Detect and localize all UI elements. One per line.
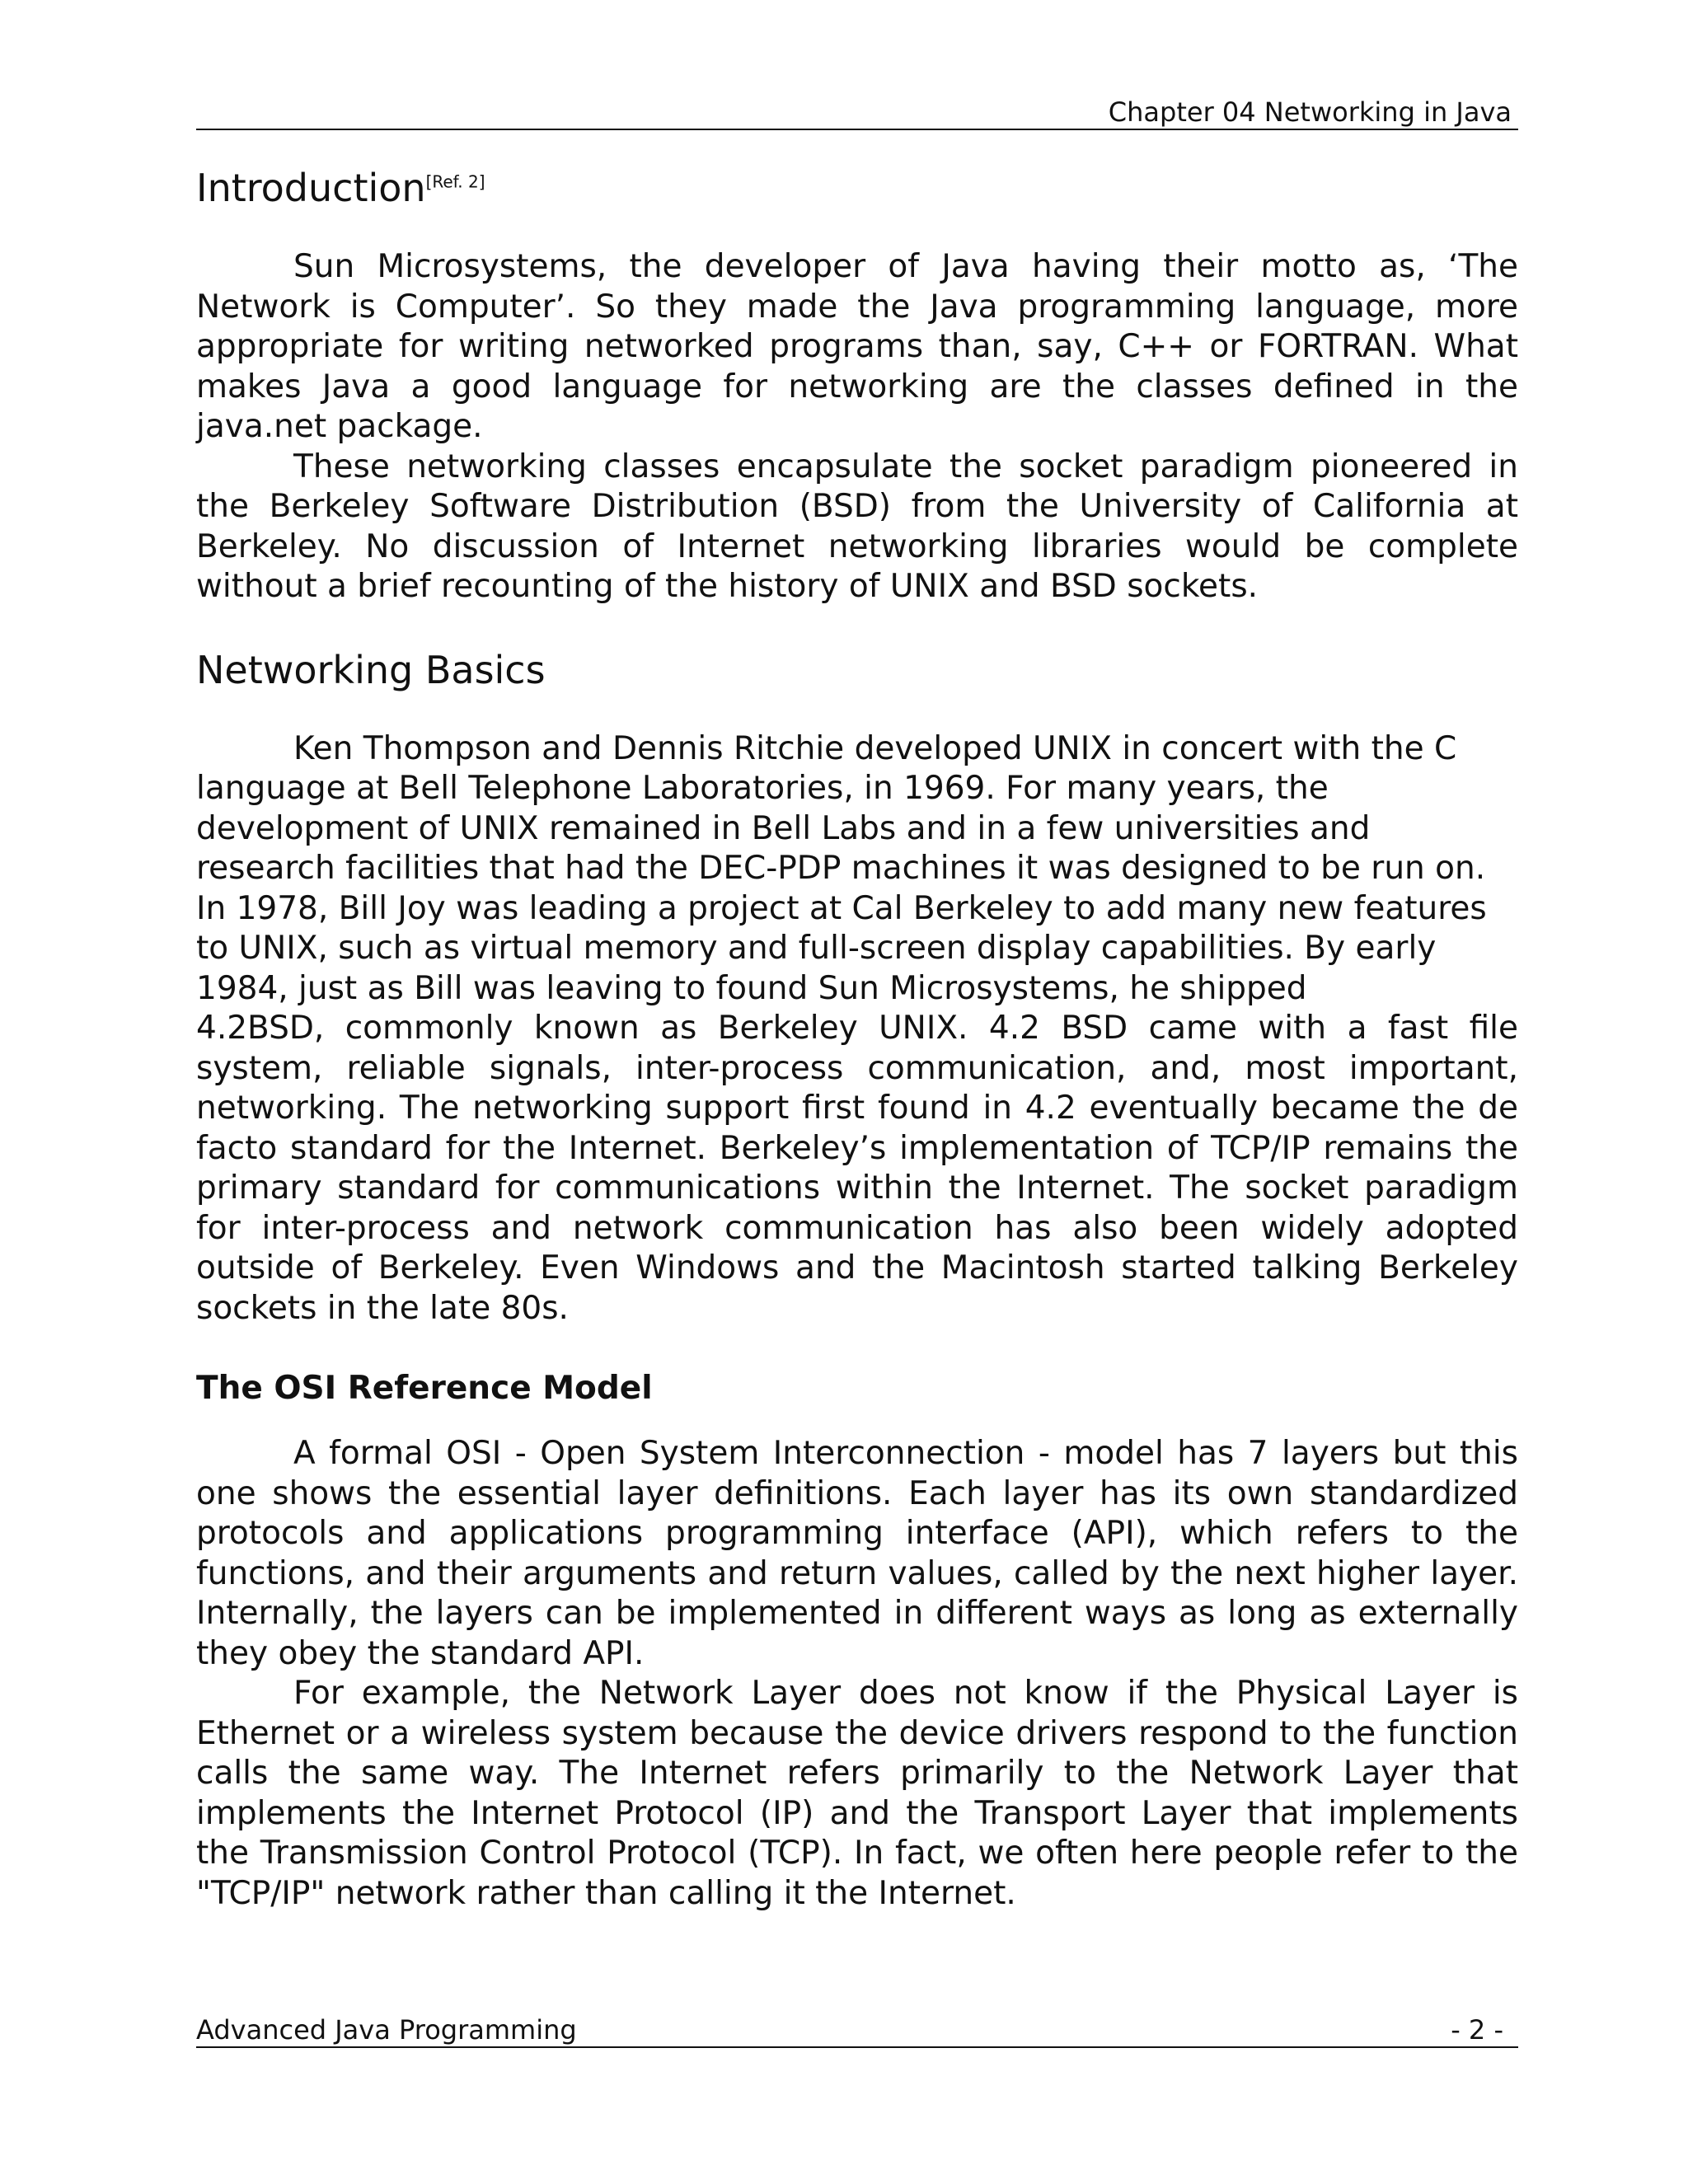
page-header bbox=[196, 97, 1518, 130]
basics-paragraph-2: 4.2BSD, commonly known as Berkeley UNIX. 4.2 BSD came with a fast file system, reliable signals, inter-process communication, and, most important, networking. The networking support first found in 4.2 eventually became the de facto standard for the Internet. Berkeley’s implementation of TCP/IP remains the primary standard for communications within the Internet. The socket paradigm for inter-process and network communication has also been widely adopted outside of Berkeley. Even Windows and the Macintosh started talking Berkeley sockets in the late 80s. bbox=[196, 1010, 1518, 1327]
introduction-title: Introduction bbox=[196, 166, 426, 210]
section-heading-osi-model: The OSI Reference Model bbox=[196, 1370, 653, 1407]
page-footer bbox=[196, 2015, 1518, 2048]
page-content bbox=[196, 165, 1518, 1914]
osi-paragraph-2: For example, the Network Layer does not know if the Physical Layer is Ethernet or a wireless system because the device drivers respond to the function calls the same way. The Internet refers primarily to the Network Layer that implements the Internet Protocol (IP) and the Transport Layer that implements the Transmission Control Protocol (TCP). In fact, we often here people refer to the "TCP/IP" network rather than calling it the Internet. bbox=[196, 1675, 1518, 1912]
document-page bbox=[196, 0, 1518, 2184]
intro-paragraph-2: These networking classes encapsulate the socket paradigm pioneered in the Berkeley Software Distribution (BSD) from the University of California at Berkeley. No discussion of Internet networking libraries would be complete without a brief recounting of the history of UNIX and BSD sockets. bbox=[196, 448, 1518, 605]
section-heading-introduction bbox=[196, 165, 1518, 211]
section-heading-networking-basics: Networking Basics bbox=[196, 647, 546, 692]
reference-marker: [Ref. 2] bbox=[425, 171, 485, 192]
intro-paragraph-1: Sun Microsystems, the developer of Java having their motto as, ‘The Network is Computer’. So they made the Java programming language, more appropriate for writing networked programs than, say, C++ or FORTRAN. What makes Java a good language for networking are the classes defined in the java.net package. bbox=[196, 248, 1518, 445]
page-number: - 2 - bbox=[1451, 2014, 1503, 2046]
osi-paragraph-1: A formal OSI - Open System Interconnection - model has 7 layers but this one shows the essential layer definitions. Each layer has its own standardized protocols and applications programming interface (API), which refers to the functions, and their arguments and return values, called by the next higher layer. Internally, the layers can be implemented in different ways as long as externally they obey the standard API. bbox=[196, 1435, 1518, 1672]
book-title: Advanced Java Programming bbox=[196, 2014, 577, 2046]
basics-paragraph-1: Ken Thompson and Dennis Ritchie developed UNIX in concert with the C language at Bell Telephone Laboratories, in 1969. For many years, the development of UNIX remained in Bell Labs and in a few universities and research facilities that had the DEC-PDP machines it was designed to be run on. In 1978, Bill Joy was leading a project at Cal Berkeley to add many new features to UNIX, such as virtual memory and full-screen display capabilities. By early 1984, just as Bill was leaving to found Sun Microsystems, he shipped bbox=[196, 729, 1487, 1007]
chapter-title: Chapter 04 Networking in Java bbox=[1108, 96, 1512, 128]
